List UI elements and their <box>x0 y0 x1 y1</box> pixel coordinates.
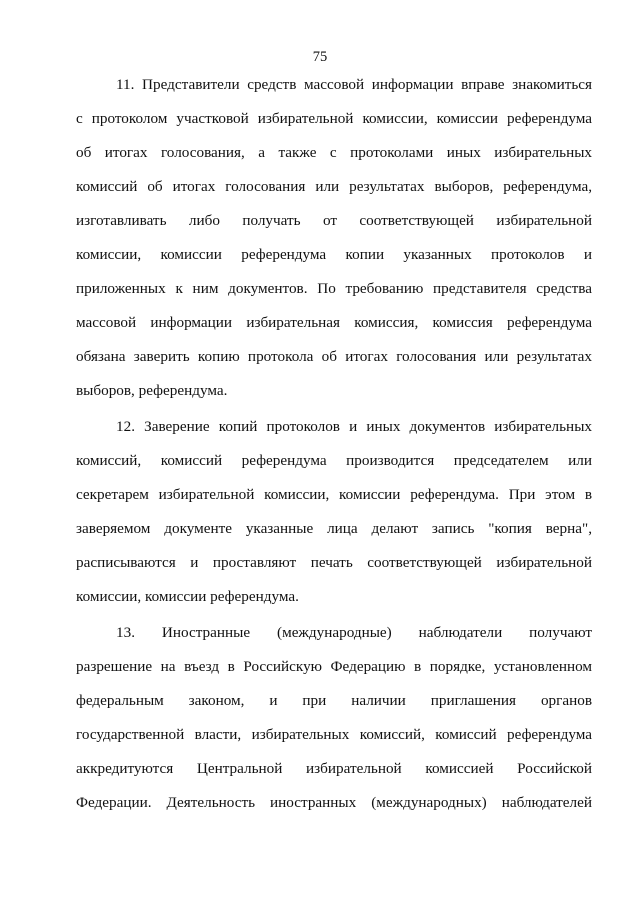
text-line: 13. Иностранные (международные) наблюдатели получают <box>116 624 592 641</box>
text-line: заверяемом документе указанные лица делают запись "копия верна", <box>76 520 592 537</box>
text-line: федеральным законом, и при наличии приглашения органов <box>76 692 592 709</box>
text-line: расписываются и проставляют печать соответствующей избирательной <box>76 554 592 571</box>
text-line: с протоколом участковой избирательной комиссии, комиссии референдума <box>76 110 592 127</box>
text-line: Федерации. Деятельность иностранных (международных) наблюдателей <box>76 794 592 811</box>
text-line: массовой информации избирательная комиссия, комиссия референдума <box>76 314 592 331</box>
page-number: 75 <box>312 49 328 65</box>
text-line: разрешение на въезд в Российскую Федерацию в порядке, установленном <box>76 658 592 675</box>
text-line: аккредитуются Центральной избирательной комиссией Российской <box>76 760 592 777</box>
text-line: 12. Заверение копий протоколов и иных документов избирательных <box>116 418 592 435</box>
paragraph-12 <box>76 410 592 614</box>
text-line: комиссий об итогах голосования или результатах выборов, референдума, <box>76 178 592 195</box>
text-line: обязана заверить копию протокола об итогах голосования или результатах <box>76 348 592 365</box>
text-line: 11. Представители средств массовой информации вправе знакомиться <box>116 76 592 93</box>
text-line: изготавливать либо получать от соответствующей избирательной <box>76 212 592 229</box>
document-body <box>76 68 592 820</box>
text-line: об итогах голосования, а также с протоколами иных избирательных <box>76 144 592 161</box>
text-line: комиссии, комиссии референдума копии указанных протоколов и <box>76 246 592 263</box>
paragraph-13 <box>76 616 592 820</box>
text-line: комиссии, комиссии референдума. <box>76 588 299 605</box>
paragraph-11 <box>76 68 592 408</box>
text-line: выборов, референдума. <box>76 382 228 399</box>
text-line: приложенных к ним документов. По требованию представителя средства <box>76 280 592 297</box>
text-line: государственной власти, избирательных комиссий, комиссий референдума <box>76 726 592 743</box>
text-line: комиссий, комиссий референдума производится председателем или <box>76 452 592 469</box>
text-line: секретарем избирательной комиссии, комиссии референдума. При этом в <box>76 486 592 503</box>
